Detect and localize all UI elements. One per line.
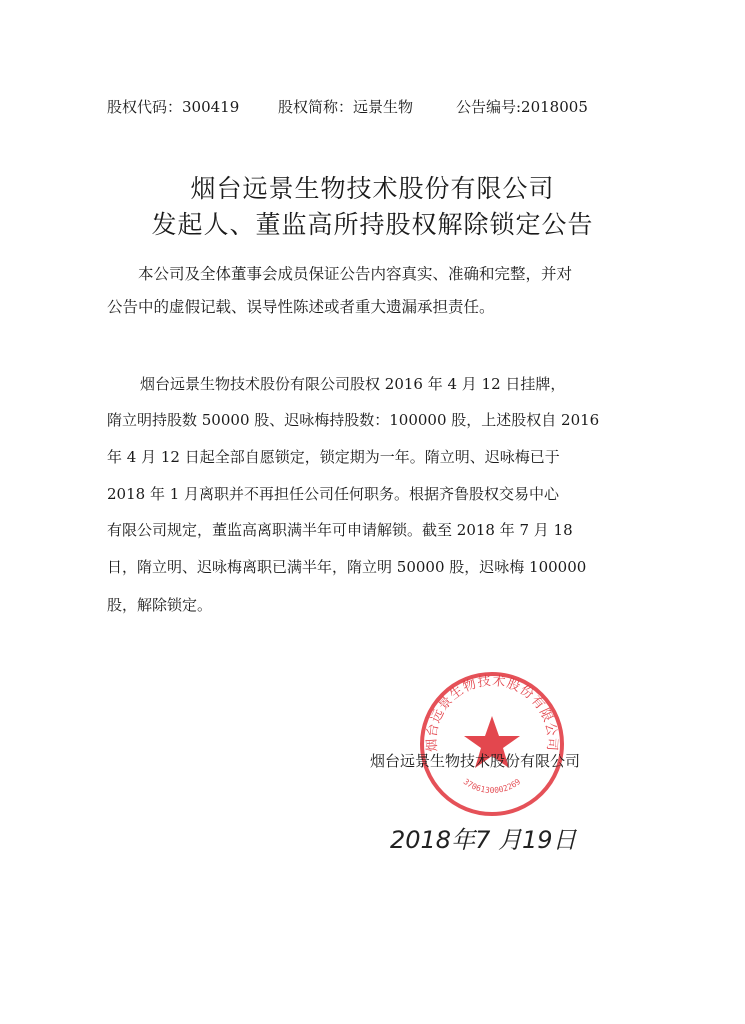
body-paragraph-line: 隋立明持股数 50000 股、迟咏梅持股数：100000 股，上述股权自 2016 — [107, 411, 600, 429]
body-paragraph-line: 年 4 月 12 日起全部自愿锁定，锁定期为一年。隋立明、迟咏梅已于 — [107, 448, 560, 466]
seal-ring-text: 烟台远景生物技术股份有限公司 — [424, 673, 560, 753]
intro-statement-line: 本公司及全体董事会成员保证公告内容真实、准确和完整，并对 — [138, 265, 573, 283]
body-paragraph-line: 股，解除锁定。 — [107, 596, 213, 614]
intro-statement-line: 公告中的虚假记载、误导性陈述或者重大遗漏承担责任。 — [107, 298, 495, 316]
announcement-number: 公告编号:2018005 — [456, 98, 588, 116]
seal-number: 3706130002269 — [461, 777, 523, 796]
page-title-company: 烟台远景生物技术股份有限公司 — [190, 174, 555, 203]
stock-code: 股权代码：300419 — [107, 98, 240, 116]
company-seal — [418, 670, 566, 818]
body-paragraph-line: 2018 年 1 月离职并不再担任公司任何职务。根据齐鲁股权交易中心 — [107, 485, 560, 503]
page-title-subject: 发起人、董监高所持股权解除锁定公告 — [151, 210, 594, 239]
stock-name: 股权简称：远景生物 — [278, 98, 414, 116]
signature-date: 2018年7 月19日 — [390, 826, 577, 854]
svg-text:3706130002269 — [462, 777, 523, 795]
signing-company: 烟台远景生物技术股份有限公司 — [370, 752, 581, 770]
body-paragraph-line: 日，隋立明、迟咏梅离职已满半年，隋立明 50000 股，迟咏梅 100000 — [107, 558, 587, 576]
body-paragraph-line: 烟台远景生物技术股份有限公司股权 2016 年 4 月 12 日挂牌， — [140, 375, 566, 393]
body-paragraph-line: 有限公司规定，董监高离职满半年可申请解锁。截至 2018 年 7 月 18 — [107, 521, 573, 539]
